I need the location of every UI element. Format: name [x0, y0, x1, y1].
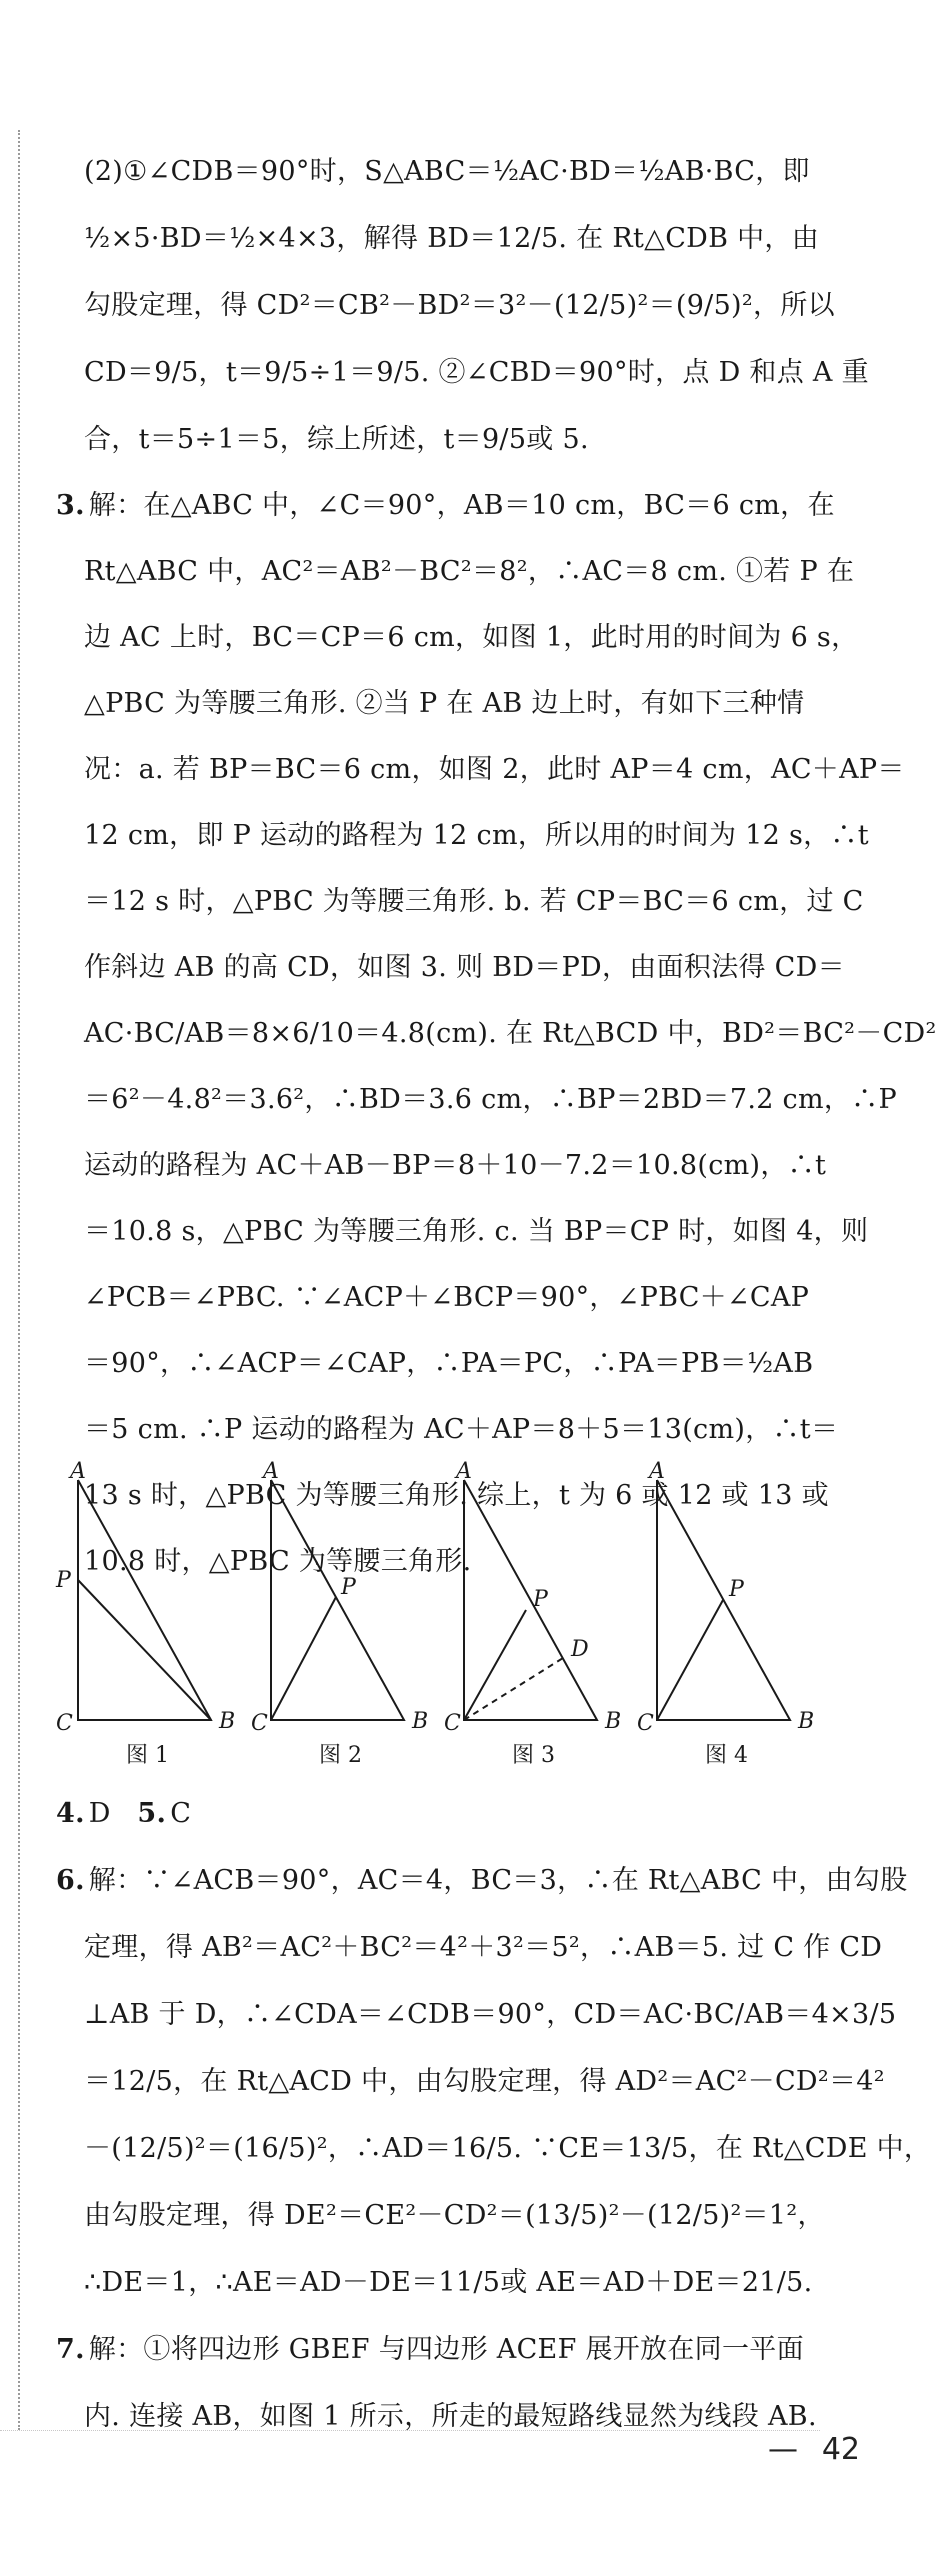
answer: C [170, 1798, 192, 1829]
item-7-line [56, 2316, 836, 2383]
text-line: 内. 连接 AB，如图 1 所示，所走的最短路线显然为线段 AB. [84, 2401, 817, 2432]
label-a: A [263, 1459, 279, 1484]
label-a: A [456, 1459, 472, 1484]
label-d: D [571, 1637, 589, 1662]
item-number: 7. [56, 2334, 85, 2365]
text-line: 12 cm，即 P 运动的路程为 12 cm，所以用的时间为 12 s，∴t [84, 820, 869, 851]
label-a: A [70, 1459, 86, 1484]
segment-cp [657, 1600, 723, 1720]
segment-cd-dashed [464, 1658, 563, 1720]
text-line: 运动的路程为 AC＋AB－BP＝8＋10－7.2＝10.8(cm)，∴t [84, 1150, 827, 1181]
item-4-5-line [56, 1780, 836, 1847]
text-line: 勾股定理，得 CD²＝CB²－BD²＝3²－(12/5)²＝(9/5)²，所以 [84, 290, 835, 321]
text-line: ＝90°，∴∠ACP＝∠CAP，∴PA＝PC，∴PA＝PB＝½AB [84, 1348, 814, 1379]
text-line: ＝12/5，在 Rt△ACD 中，由勾股定理，得 AD²＝AC²－CD²＝4² [84, 2066, 885, 2097]
figure-caption: 图 1 [126, 1743, 169, 1768]
text-line: ＝5 cm. ∴P 运动的路程为 AC＋AP＝8＋5＝13(cm)，∴t＝ [84, 1414, 839, 1445]
label-c: C [56, 1711, 73, 1736]
text-line: －(12/5)²＝(16/5)²，∴AD＝16/5. ∵CE＝13/5，在 Rt△CDE 中， [84, 2133, 932, 2164]
text-line: ＝10.8 s，△PBC 为等腰三角形. c. 当 BP＝CP 时，如图 4，则 [84, 1216, 869, 1247]
item-3-line [56, 473, 836, 539]
label-p: P [533, 1587, 548, 1612]
text-span: 解：∵∠ACB＝90°，AC＝4，BC＝3，∴在 Rt△ABC 中，由勾股 [88, 1865, 908, 1896]
text-line: CD＝9/5，t＝9/5÷1＝9/5. ②∠CBD＝90°时，点 D 和点 A 重 [84, 357, 869, 388]
label-c: C [444, 1711, 461, 1736]
label-b: B [412, 1709, 429, 1734]
figure-caption: 图 3 [512, 1743, 555, 1768]
footer-rule [0, 2430, 820, 2431]
figure-2 [251, 1459, 428, 1768]
text-line: 作斜边 AB 的高 CD，如图 3. 则 BD＝PD，由面积法得 CD＝ [84, 952, 845, 983]
figure-3 [444, 1459, 621, 1768]
text-span: 解：①将四边形 GBEF 与四边形 ACEF 展开放在同一平面 [88, 2334, 804, 2365]
margin-dotted-line [18, 130, 20, 2430]
text-line: ∠PCB＝∠PBC. ∵∠ACP＋∠BCP＝90°，∠PBC＋∠CAP [84, 1282, 810, 1313]
text-line: △PBC 为等腰三角形. ②当 P 在 AB 边上时，有如下三种情 [84, 688, 805, 719]
label-p: P [729, 1577, 744, 1602]
text-line: 况：a. 若 BP＝BC＝6 cm，如图 2，此时 AP＝4 cm，AC＋AP＝ [84, 754, 905, 785]
item-number: 3. [56, 490, 85, 521]
text-line: ∴DE＝1，∴AE＝AD－DE＝11/5或 AE＝AD＋DE＝21/5. [84, 2267, 813, 2298]
text-line: 由勾股定理，得 DE²＝CE²－CD²＝(13/5)²－(12/5)²＝1²， [84, 2200, 825, 2231]
label-p: P [56, 1568, 71, 1593]
text-line: ＝12 s 时，△PBC 为等腰三角形. b. 若 CP＝BC＝6 cm，过 C [84, 886, 864, 917]
answer: D [88, 1798, 111, 1829]
label-a: A [649, 1459, 665, 1484]
figure-caption: 图 4 [705, 1743, 748, 1768]
label-b: B [219, 1709, 236, 1734]
page-number: 42 [821, 2432, 860, 2467]
text-line: ⊥AB 于 D，∴∠CDA＝∠CDB＝90°，CD＝AC·BC/AB＝4×3/5 [84, 1999, 897, 2030]
segment-cp [464, 1610, 526, 1720]
label-c: C [637, 1711, 654, 1736]
text-line: ½×5·BD＝½×4×3，解得 BD＝12/5. 在 Rt△CDB 中，由 [84, 223, 820, 254]
figure-1 [55, 1459, 235, 1768]
item-6-line [56, 1847, 908, 1914]
item-number: 6. [56, 1865, 85, 1896]
figure-caption: 图 2 [319, 1743, 362, 1768]
text-line: Rt△ABC 中，AC²＝AB²－BC²＝8²，∴AC＝8 cm. ①若 P 在 [84, 556, 855, 587]
text-line: 13 s 时，△PBC 为等腰三角形. 综上，t 为 6 或 12 或 13 或 [84, 1480, 829, 1511]
text-line: AC·BC/AB＝8×6/10＝4.8(cm). 在 Rt△BCD 中，BD²＝BC²－CD² [84, 1018, 937, 1049]
figure-4 [637, 1459, 814, 1768]
solutions-text-continued [56, 1780, 932, 2450]
figures-row [56, 1460, 836, 1770]
text-line: 10.8 时，△PBC 为等腰三角形. [84, 1546, 472, 1577]
text-line: 定理，得 AB²＝AC²＋BC²＝4²＋3²＝5²，∴AB＝5. 过 C 作 CD [84, 1932, 883, 1963]
item-number: 5. [137, 1798, 167, 1829]
geometry-figures [56, 1460, 836, 1770]
page-dash: — [768, 2432, 798, 2467]
text-line: (2)①∠CDB＝90°时，S△ABC＝½AC·BD＝½AB·BC，即 [84, 156, 810, 187]
label-b: B [605, 1709, 622, 1734]
text-line: 合，t＝5÷1＝5，综上所述，t＝9/5或 5. [84, 424, 589, 455]
solutions-text [56, 138, 937, 1595]
text-line: 边 AC 上时，BC＝CP＝6 cm，如图 1，此时用的时间为 6 s， [84, 622, 859, 653]
segment-cp [271, 1597, 336, 1720]
label-c: C [251, 1711, 268, 1736]
item-number: 4. [56, 1798, 85, 1829]
label-b: B [798, 1709, 815, 1734]
text-span: 解：在△ABC 中，∠C＝90°，AB＝10 cm，BC＝6 cm，在 [88, 490, 835, 521]
label-p: P [341, 1575, 356, 1600]
text-line: ＝6²－4.8²＝3.6²，∴BD＝3.6 cm，∴BP＝2BD＝7.2 cm，∴P [84, 1084, 897, 1115]
